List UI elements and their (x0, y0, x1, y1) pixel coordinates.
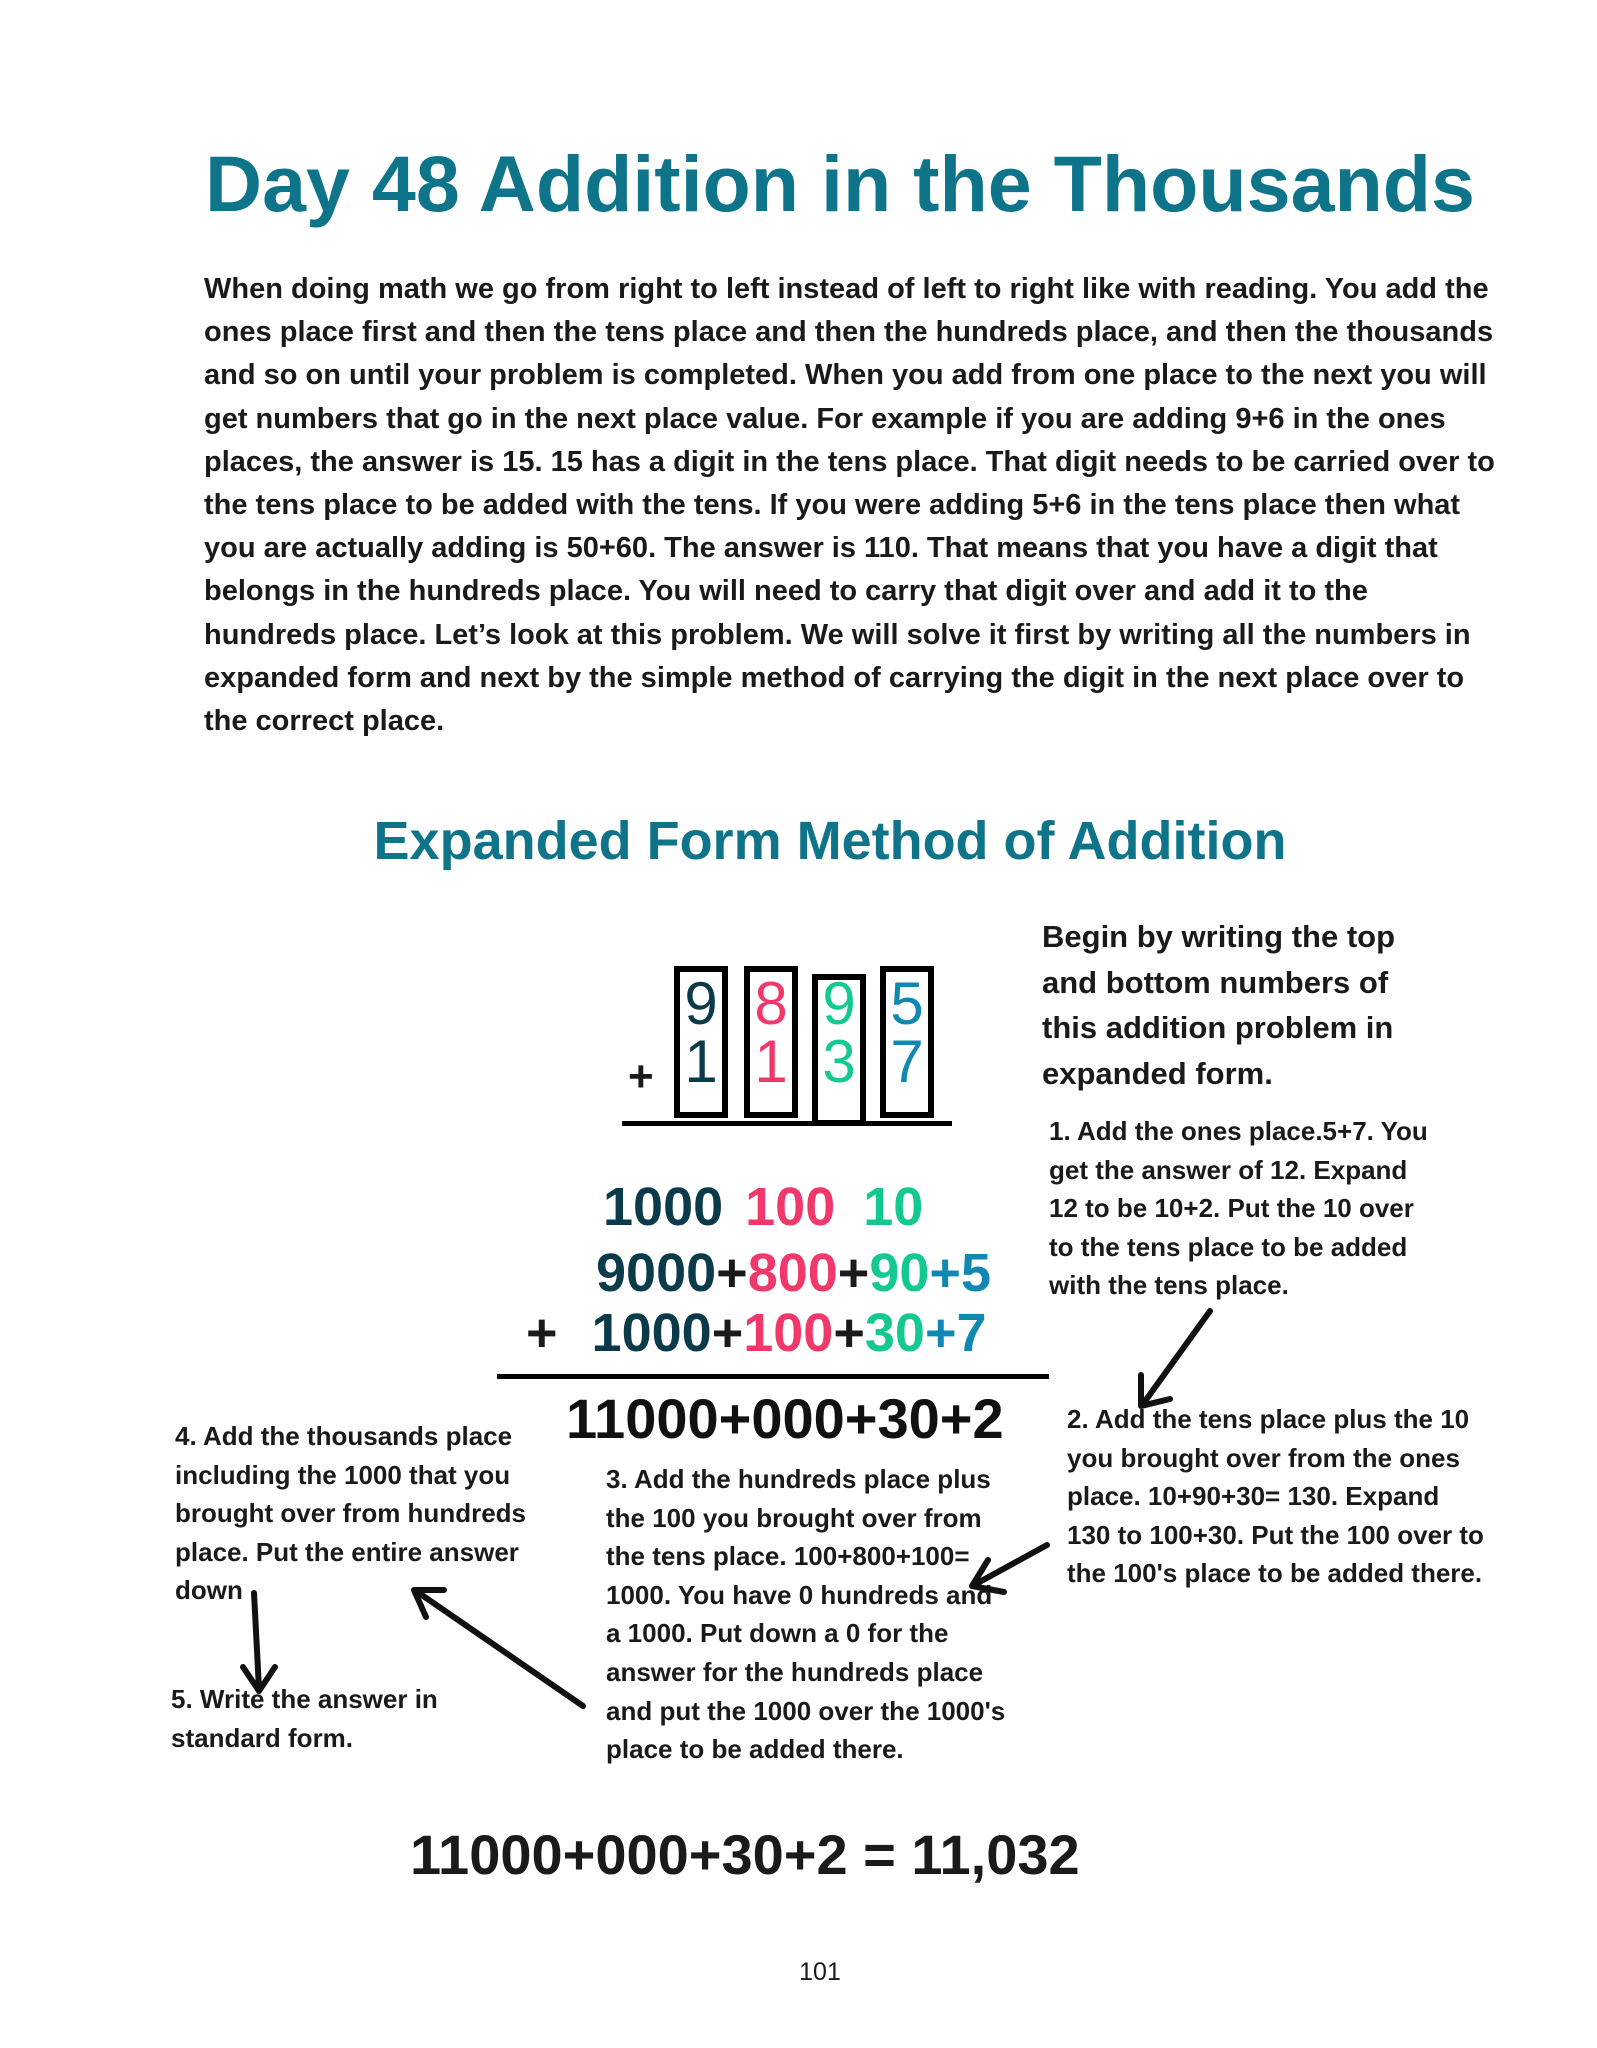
top-digit-tens: 9 (822, 970, 856, 1037)
plus-sign: + (628, 1052, 654, 1101)
bottom-digit-hundreds: 1 (754, 1028, 788, 1095)
top-digit-hundreds: 8 (754, 970, 788, 1037)
note-step3: 3. Add the hundreds place plus the 100 you brought over from the tens place. 100+800+100= 1000. You have 0 hundreds and a 1000. Put down a 0 for the answer for the hundreds place and put the 1000 over the 1000's place to be added there. (606, 1464, 1006, 1765)
note-step5: 5. Write the answer in standard form. (171, 1684, 438, 1753)
bottom-digit-thousands: 1 (684, 1028, 718, 1095)
plus: + (716, 1243, 748, 1303)
top-digit-thousands: 9 (684, 970, 718, 1037)
arrow-step1-to-step2 (1141, 1311, 1210, 1406)
note-step1: 1. Add the ones place.5+7. You get the answer of 12. Expand 12 to be 10+2. Put the 10 over to the tens place to be added with the tens place. (1049, 1116, 1428, 1301)
expanded-sum: 11000+000+30+2 (566, 1387, 1004, 1450)
plus: + (711, 1303, 744, 1363)
carry-hundreds: 100 (745, 1177, 836, 1237)
term-5: +5 (929, 1243, 991, 1303)
page-number: 101 (799, 1958, 841, 1986)
term-800: 800 (747, 1243, 838, 1303)
arrow-step4-to-step5 (243, 1593, 275, 1691)
term-1000: 1000 (591, 1303, 712, 1363)
note-step4: 4. Add the thousands place including the 1000 that you brought over from hundreds place. Put the entire answer down (175, 1421, 526, 1606)
plus: + (837, 1243, 870, 1303)
note-step2: 2. Add the tens place plus the 10 you brought over from the ones place. 10+90+30= 130. Expand 130 to 100+30. Put the 100 over to the 100's place to be added there. (1067, 1404, 1484, 1589)
arrow-step3-to-step4 (414, 1590, 583, 1706)
term-90: 90 (869, 1243, 930, 1303)
carry-thousands: 1000 (603, 1177, 724, 1237)
carry-tens: 10 (863, 1177, 924, 1237)
term-7: +7 (924, 1303, 987, 1363)
term-100: 100 (743, 1303, 834, 1363)
plus-sign: + (526, 1303, 558, 1363)
note-begin: Begin by writing the top and bottom numbers of this addition problem in expanded form. (1042, 919, 1396, 1091)
term-9000: 9000 (596, 1243, 717, 1303)
term-30: 30 (864, 1303, 925, 1363)
bottom-digit-ones: 7 (890, 1028, 924, 1095)
plus: + (833, 1303, 865, 1363)
intro-paragraph: When doing math we go from right to left instead of left to right like with reading. You add the ones place first and then the tens place and then the hundreds place, and then the thousands and so on until your problem is completed. When you add from one place to the next you will get numbers that go in the next place value. For example if you are adding 9+6 in the ones places, the answer is 15. 15 has a digit in the tens place. That digit needs to be carried over to the tens place to be added with the tens. If you were adding 5+6 in the tens place then what you are actually adding is 50+60. The answer is 110. That means that you have a digit that belongs in the hundreds place. You will need to carry that digit over and add it to the hundreds place. Let’s look at this problem. We will solve it first by writing all the numbers in expanded form and next by the simple method of carrying the digit in the next place over to the correct place. (204, 273, 1495, 738)
section-heading: Expanded Form Method of Addition (373, 811, 1287, 871)
page-title: Day 48 Addition in the Thousands (205, 139, 1475, 228)
arrow-step2-to-step3 (972, 1545, 1047, 1592)
bottom-digit-tens: 3 (822, 1028, 856, 1095)
final-answer: 11000+000+30+2 = 11,032 (410, 1823, 1080, 1886)
top-digit-ones: 5 (890, 970, 924, 1037)
